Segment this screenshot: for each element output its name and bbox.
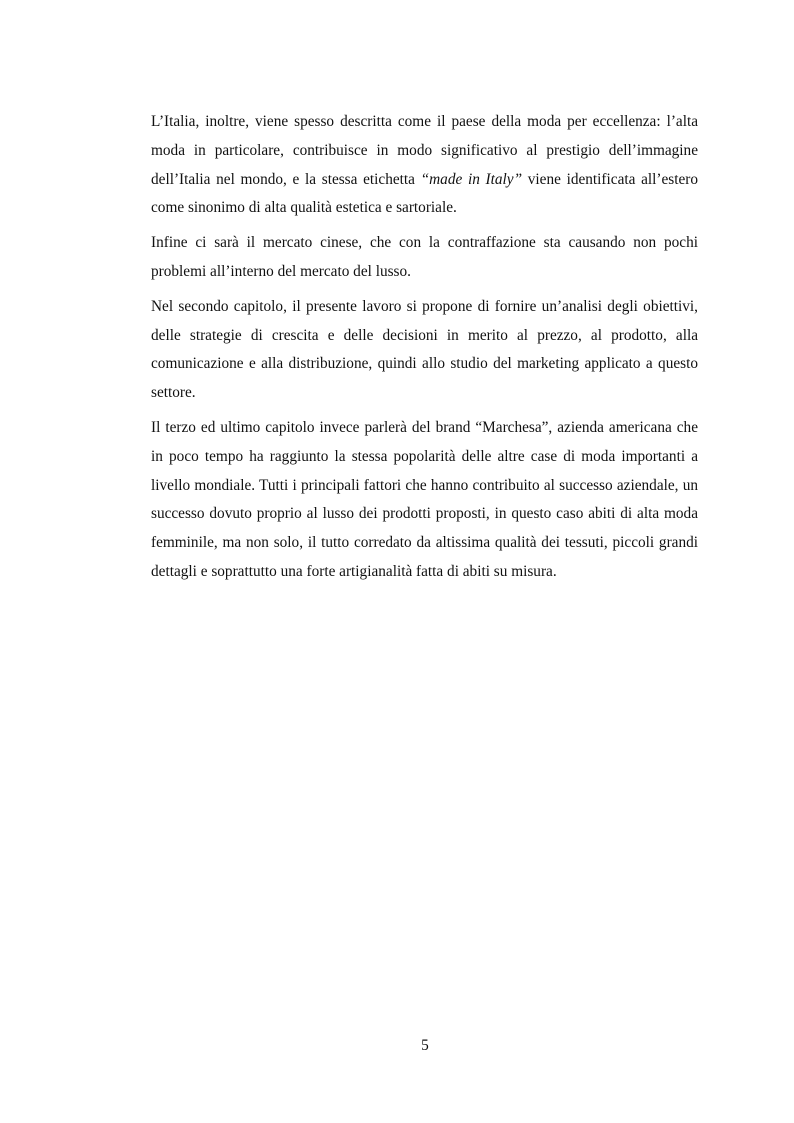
paragraph-3-text: Nel secondo capitolo, il presente lavoro si propone di fornire un’analisi degli obiettivi, delle strategie di crescita e delle decisioni in merito al prezzo, al prodotto, alla comunicazione e alla distribuzione, quindi allo studio del marketing applicato a questo settore. [151, 297, 698, 402]
page-number: 5 [421, 1037, 429, 1054]
paragraph-2-text: Infine ci sarà il mercato cinese, che con la contraffazione sta causando non pochi problemi all’interno del mercato del lusso. [151, 234, 698, 280]
paragraph-1-text-b: viene identificata all’estero come sinonimo di alta qualità estetica e sartoriale. [151, 170, 698, 217]
paragraph-4-text: Il terzo ed ultimo capitolo invece parlerà del brand “Marchesa”, azienda americana che in poco tempo ha raggiunto la stessa popolarità delle altre case di moda importanti a livello mondiale. Tutti i principali fattori che hanno contribuito al successo aziendale, un successo dovuto proprio al lusso dei prodotti proposti, in questo caso abiti di alta moda femminile, ma non solo, il tutto corredato da altissima qualità dei tessuti, piccoli grandi dettagli e soprattutto una forte artigianalità fatta di abiti su misura. [151, 418, 698, 580]
paragraph-3 [151, 293, 698, 408]
paragraph-1-text-a: L’Italia, inoltre, viene spesso descritta come il paese della moda per eccellenza: l’alta moda in particolare, contribuisce in modo significativo al prestigio dell’immagine dell’Italia nel mondo, e la stessa etichetta [151, 113, 698, 188]
made-in-italy-phrase: “made in Italy” [420, 170, 523, 188]
paragraph-1 [151, 108, 698, 223]
paragraph-4 [151, 414, 698, 587]
paragraph-2 [151, 229, 698, 287]
body-text [151, 108, 698, 593]
